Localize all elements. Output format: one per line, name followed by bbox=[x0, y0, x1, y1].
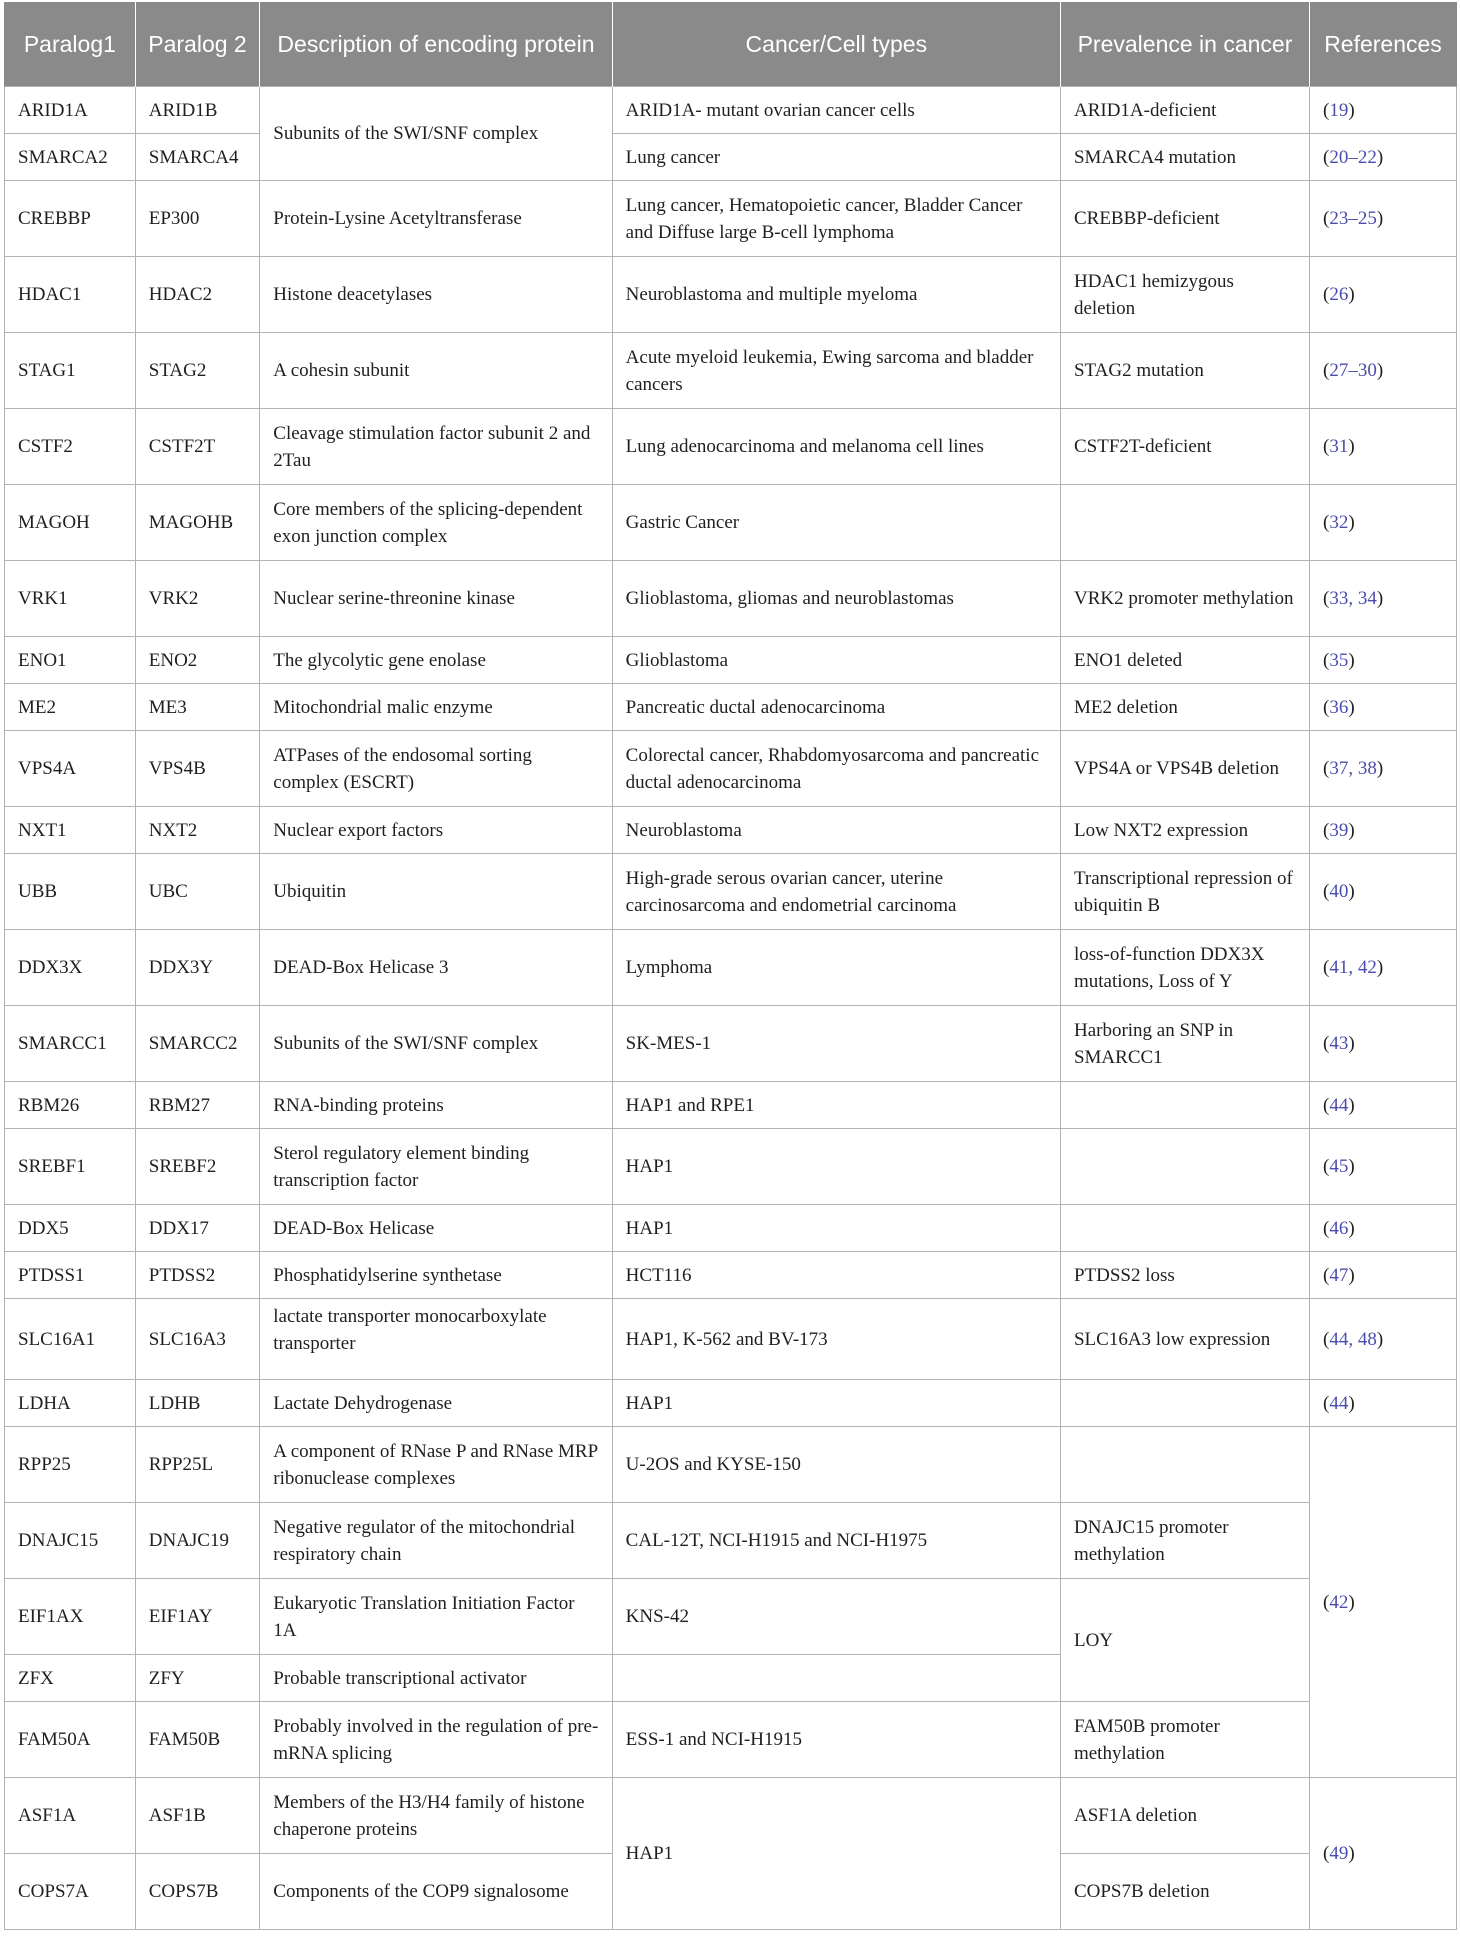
paralog2-cell: VRK2 bbox=[135, 561, 260, 637]
paralog2-cell: ZFY bbox=[135, 1655, 260, 1702]
paralog1-cell: VRK1 bbox=[5, 561, 136, 637]
reference-cell: (27–30) bbox=[1310, 333, 1457, 409]
paralog1-cell: SREBF1 bbox=[5, 1129, 136, 1205]
reference-link[interactable]: 41, 42 bbox=[1329, 957, 1377, 978]
prevalence-cell: Low NXT2 expression bbox=[1060, 807, 1309, 854]
paralog2-cell: SREBF2 bbox=[135, 1129, 260, 1205]
reference-link[interactable]: 26 bbox=[1329, 284, 1349, 305]
table-row bbox=[5, 930, 1457, 1006]
table-row bbox=[5, 485, 1457, 561]
description-cell: Subunits of the SWI/SNF complex bbox=[260, 87, 612, 181]
paralog1-cell: VPS4A bbox=[5, 731, 136, 807]
reference-cell: (47) bbox=[1310, 1252, 1457, 1299]
paralog2-cell: VPS4B bbox=[135, 731, 260, 807]
cancer-cell: Lung adenocarcinoma and melanoma cell lines bbox=[612, 409, 1060, 485]
header-row bbox=[5, 2, 1457, 87]
cancer-cell: KNS-42 bbox=[612, 1579, 1060, 1655]
reference-link[interactable]: 43 bbox=[1329, 1033, 1349, 1054]
paralog1-cell: STAG1 bbox=[5, 333, 136, 409]
reference-link[interactable]: 19 bbox=[1329, 99, 1349, 121]
header-cancer-cell-types: Cancer/Cell types bbox=[612, 2, 1060, 87]
reference-cell: (35) bbox=[1310, 637, 1457, 684]
reference-link[interactable]: 33, 34 bbox=[1329, 588, 1377, 609]
cancer-cell: HAP1 and RPE1 bbox=[612, 1082, 1060, 1129]
paralog2-cell: RBM27 bbox=[135, 1082, 260, 1129]
paralog1-cell: UBB bbox=[5, 854, 136, 930]
table-row bbox=[5, 1129, 1457, 1205]
reference-link[interactable]: 39 bbox=[1329, 819, 1349, 841]
description-cell: Core members of the splicing-dependent exon junction complex bbox=[260, 485, 612, 561]
table-row bbox=[5, 1205, 1457, 1252]
table-row bbox=[5, 731, 1457, 807]
description-cell: A cohesin subunit bbox=[260, 333, 612, 409]
reference-link[interactable]: 44 bbox=[1329, 1392, 1349, 1414]
description-cell: Nuclear serine-threonine kinase bbox=[260, 561, 612, 637]
header-prevalence: Prevalence in cancer bbox=[1060, 2, 1309, 87]
paralog1-cell: MAGOH bbox=[5, 485, 136, 561]
table-row bbox=[5, 1006, 1457, 1082]
reference-link[interactable]: 42 bbox=[1329, 1591, 1349, 1613]
prevalence-cell: VRK2 promoter methylation bbox=[1060, 561, 1309, 637]
table-row bbox=[5, 87, 1457, 134]
cancer-cell: HAP1 bbox=[612, 1380, 1060, 1427]
paralog1-cell: ASF1A bbox=[5, 1778, 136, 1854]
reference-link[interactable]: 49 bbox=[1329, 1843, 1349, 1864]
prevalence-cell: Transcriptional repression of ubiquitin B bbox=[1060, 854, 1309, 930]
prevalence-cell: CSTF2T-deficient bbox=[1060, 409, 1309, 485]
paralog2-cell: LDHB bbox=[135, 1380, 260, 1427]
prevalence-cell: ME2 deletion bbox=[1060, 684, 1309, 731]
paralog2-cell: STAG2 bbox=[135, 333, 260, 409]
reference-link[interactable]: 46 bbox=[1329, 1217, 1349, 1239]
table-row bbox=[5, 1702, 1457, 1778]
prevalence-cell: STAG2 mutation bbox=[1060, 333, 1309, 409]
paralog-table bbox=[4, 2, 1457, 1930]
cancer-cell: ESS-1 and NCI-H1915 bbox=[612, 1702, 1060, 1778]
reference-cell: (19) bbox=[1310, 87, 1457, 134]
reference-link[interactable]: 20–22 bbox=[1329, 146, 1377, 168]
cancer-cell: HAP1 bbox=[612, 1129, 1060, 1205]
reference-link[interactable]: 44, 48 bbox=[1329, 1328, 1377, 1350]
prevalence-cell bbox=[1060, 1205, 1309, 1252]
cancer-cell: Lymphoma bbox=[612, 930, 1060, 1006]
header-references: References bbox=[1310, 2, 1457, 87]
cancer-cell: Neuroblastoma and multiple myeloma bbox=[612, 257, 1060, 333]
description-cell: Phosphatidylserine synthetase bbox=[260, 1252, 612, 1299]
paralog1-cell: DDX3X bbox=[5, 930, 136, 1006]
cancer-cell: SK-MES-1 bbox=[612, 1006, 1060, 1082]
reference-link[interactable]: 40 bbox=[1329, 881, 1349, 902]
reference-link[interactable]: 37, 38 bbox=[1329, 758, 1377, 779]
reference-cell: (23–25) bbox=[1310, 181, 1457, 257]
paralog1-cell: ENO1 bbox=[5, 637, 136, 684]
description-cell: Cleavage stimulation factor subunit 2 and 2Tau bbox=[260, 409, 612, 485]
paralog2-cell: DNAJC19 bbox=[135, 1503, 260, 1579]
table-row bbox=[5, 181, 1457, 257]
cancer-cell: CAL-12T, NCI-H1915 and NCI-H1975 bbox=[612, 1503, 1060, 1579]
cancer-cell: ARID1A- mutant ovarian cancer cells bbox=[612, 87, 1060, 134]
paralog2-cell: SMARCC2 bbox=[135, 1006, 260, 1082]
cancer-cell: Neuroblastoma bbox=[612, 807, 1060, 854]
paralog2-cell: COPS7B bbox=[135, 1854, 260, 1930]
description-cell: The glycolytic gene enolase bbox=[260, 637, 612, 684]
paralog1-cell: CSTF2 bbox=[5, 409, 136, 485]
prevalence-cell: DNAJC15 promoter methylation bbox=[1060, 1503, 1309, 1579]
paralog1-cell: COPS7A bbox=[5, 1854, 136, 1930]
cancer-cell: Glioblastoma, gliomas and neuroblastomas bbox=[612, 561, 1060, 637]
table-row bbox=[5, 684, 1457, 731]
table-row bbox=[5, 637, 1457, 684]
table-row bbox=[5, 257, 1457, 333]
prevalence-cell bbox=[1060, 485, 1309, 561]
description-cell: lactate transporter monocarboxylate transporter bbox=[260, 1299, 612, 1380]
reference-cell: (39) bbox=[1310, 807, 1457, 854]
paralog1-cell: NXT1 bbox=[5, 807, 136, 854]
paralog2-cell: NXT2 bbox=[135, 807, 260, 854]
reference-link[interactable]: 23–25 bbox=[1329, 208, 1377, 229]
reference-link[interactable]: 27–30 bbox=[1329, 360, 1377, 381]
paralog2-cell: MAGOHB bbox=[135, 485, 260, 561]
paralog2-cell: SLC16A3 bbox=[135, 1299, 260, 1380]
paralog1-cell: SMARCA2 bbox=[5, 134, 136, 181]
prevalence-cell: ARID1A-deficient bbox=[1060, 87, 1309, 134]
reference-cell: (37, 38) bbox=[1310, 731, 1457, 807]
table-row bbox=[5, 854, 1457, 930]
description-cell: Negative regulator of the mitochondrial respiratory chain bbox=[260, 1503, 612, 1579]
description-cell: Histone deacetylases bbox=[260, 257, 612, 333]
paralog2-cell: DDX17 bbox=[135, 1205, 260, 1252]
table-row bbox=[5, 1380, 1457, 1427]
paralog2-cell: ENO2 bbox=[135, 637, 260, 684]
description-cell: Components of the COP9 signalosome bbox=[260, 1854, 612, 1930]
paralog1-cell: RPP25 bbox=[5, 1427, 136, 1503]
reference-cell: (49) bbox=[1310, 1778, 1457, 1930]
cancer-cell: HAP1 bbox=[612, 1778, 1060, 1930]
description-cell: Members of the H3/H4 family of histone chaperone proteins bbox=[260, 1778, 612, 1854]
prevalence-cell: VPS4A or VPS4B deletion bbox=[1060, 731, 1309, 807]
description-cell: Probable transcriptional activator bbox=[260, 1655, 612, 1702]
paralog1-cell: SLC16A1 bbox=[5, 1299, 136, 1380]
cancer-cell: High-grade serous ovarian cancer, uterine carcinosarcoma and endometrial carcinoma bbox=[612, 854, 1060, 930]
table-row bbox=[5, 1778, 1457, 1854]
paralog1-cell: SMARCC1 bbox=[5, 1006, 136, 1082]
description-cell: DEAD-Box Helicase bbox=[260, 1205, 612, 1252]
cancer-cell: Lung cancer bbox=[612, 134, 1060, 181]
paralog2-cell: ME3 bbox=[135, 684, 260, 731]
table-row bbox=[5, 1427, 1457, 1503]
header-description: Description of encoding protein bbox=[260, 2, 612, 87]
cancer-cell: HAP1 bbox=[612, 1205, 1060, 1252]
table-row bbox=[5, 561, 1457, 637]
paralog2-cell: UBC bbox=[135, 854, 260, 930]
paralog1-cell: FAM50A bbox=[5, 1702, 136, 1778]
prevalence-cell bbox=[1060, 1129, 1309, 1205]
prevalence-cell: HDAC1 hemizygous deletion bbox=[1060, 257, 1309, 333]
reference-cell: (44) bbox=[1310, 1380, 1457, 1427]
reference-link[interactable]: 36 bbox=[1329, 696, 1349, 718]
description-cell: RNA-binding proteins bbox=[260, 1082, 612, 1129]
description-cell: Nuclear export factors bbox=[260, 807, 612, 854]
paralog2-cell: CSTF2T bbox=[135, 409, 260, 485]
paralog2-cell: RPP25L bbox=[135, 1427, 260, 1503]
cancer-cell: Glioblastoma bbox=[612, 637, 1060, 684]
paralog2-cell: FAM50B bbox=[135, 1702, 260, 1778]
reference-cell: (31) bbox=[1310, 409, 1457, 485]
prevalence-cell: ASF1A deletion bbox=[1060, 1778, 1309, 1854]
reference-link[interactable]: 31 bbox=[1329, 436, 1349, 457]
header-paralog2: Paralog 2 bbox=[135, 2, 260, 87]
table-row bbox=[5, 1082, 1457, 1129]
table-row bbox=[5, 1252, 1457, 1299]
prevalence-cell: Harboring an SNP in SMARCC1 bbox=[1060, 1006, 1309, 1082]
description-cell: Lactate Dehydrogenase bbox=[260, 1380, 612, 1427]
paralog1-cell: RBM26 bbox=[5, 1082, 136, 1129]
paralog2-cell: ARID1B bbox=[135, 87, 260, 134]
reference-cell: (42) bbox=[1310, 1427, 1457, 1778]
prevalence-cell: COPS7B deletion bbox=[1060, 1854, 1309, 1930]
description-cell: ATPases of the endosomal sorting complex (ESCRT) bbox=[260, 731, 612, 807]
prevalence-cell bbox=[1060, 1380, 1309, 1427]
reference-cell: (20–22) bbox=[1310, 134, 1457, 181]
description-cell: Sterol regulatory element binding transcription factor bbox=[260, 1129, 612, 1205]
prevalence-cell: ENO1 deleted bbox=[1060, 637, 1309, 684]
reference-link[interactable]: 32 bbox=[1329, 512, 1349, 533]
description-cell: Probably involved in the regulation of pre-mRNA splicing bbox=[260, 1702, 612, 1778]
paralog1-cell: CREBBP bbox=[5, 181, 136, 257]
prevalence-cell bbox=[1060, 1082, 1309, 1129]
paralog1-cell: PTDSS1 bbox=[5, 1252, 136, 1299]
cancer-cell: Pancreatic ductal adenocarcinoma bbox=[612, 684, 1060, 731]
paralog1-cell: ARID1A bbox=[5, 87, 136, 134]
reference-link[interactable]: 47 bbox=[1329, 1264, 1349, 1286]
reference-link[interactable]: 35 bbox=[1329, 649, 1349, 671]
paralog2-cell: EP300 bbox=[135, 181, 260, 257]
paralog2-cell: HDAC2 bbox=[135, 257, 260, 333]
header-paralog1: Paralog1 bbox=[5, 2, 136, 87]
reference-cell: (44, 48) bbox=[1310, 1299, 1457, 1380]
reference-cell: (26) bbox=[1310, 257, 1457, 333]
paralog1-cell: ZFX bbox=[5, 1655, 136, 1702]
reference-cell: (33, 34) bbox=[1310, 561, 1457, 637]
prevalence-cell bbox=[1060, 1427, 1309, 1503]
prevalence-cell: CREBBP-deficient bbox=[1060, 181, 1309, 257]
cancer-cell: Colorectal cancer, Rhabdomyosarcoma and pancreatic ductal adenocarcinoma bbox=[612, 731, 1060, 807]
table-row bbox=[5, 1503, 1457, 1579]
paralog1-cell: DNAJC15 bbox=[5, 1503, 136, 1579]
table-row bbox=[5, 333, 1457, 409]
cancer-cell: HAP1, K-562 and BV-173 bbox=[612, 1299, 1060, 1380]
prevalence-cell: FAM50B promoter methylation bbox=[1060, 1702, 1309, 1778]
prevalence-cell: LOY bbox=[1060, 1579, 1309, 1702]
table-row bbox=[5, 409, 1457, 485]
prevalence-cell: SMARCA4 mutation bbox=[1060, 134, 1309, 181]
paralog1-cell: ME2 bbox=[5, 684, 136, 731]
reference-cell: (44) bbox=[1310, 1082, 1457, 1129]
reference-cell: (46) bbox=[1310, 1205, 1457, 1252]
paralog2-cell: SMARCA4 bbox=[135, 134, 260, 181]
paralog2-cell: ASF1B bbox=[135, 1778, 260, 1854]
description-cell: Mitochondrial malic enzyme bbox=[260, 684, 612, 731]
reference-link[interactable]: 45 bbox=[1329, 1156, 1349, 1177]
prevalence-cell: PTDSS2 loss bbox=[1060, 1252, 1309, 1299]
reference-cell: (32) bbox=[1310, 485, 1457, 561]
table-row bbox=[5, 134, 1457, 181]
cancer-cell: Lung cancer, Hematopoietic cancer, Bladder Cancer and Diffuse large B-cell lymphoma bbox=[612, 181, 1060, 257]
paralog2-cell: PTDSS2 bbox=[135, 1252, 260, 1299]
paralog1-cell: EIF1AX bbox=[5, 1579, 136, 1655]
paralog1-cell: DDX5 bbox=[5, 1205, 136, 1252]
paralog1-cell: LDHA bbox=[5, 1380, 136, 1427]
cancer-cell bbox=[612, 1655, 1060, 1702]
reference-cell: (43) bbox=[1310, 1006, 1457, 1082]
cancer-cell: Gastric Cancer bbox=[612, 485, 1060, 561]
reference-cell: (45) bbox=[1310, 1129, 1457, 1205]
description-cell: Subunits of the SWI/SNF complex bbox=[260, 1006, 612, 1082]
table-row bbox=[5, 807, 1457, 854]
reference-cell: (40) bbox=[1310, 854, 1457, 930]
reference-link[interactable]: 44 bbox=[1329, 1094, 1349, 1116]
table-row bbox=[5, 1579, 1457, 1655]
reference-cell: (41, 42) bbox=[1310, 930, 1457, 1006]
cancer-cell: HCT116 bbox=[612, 1252, 1060, 1299]
description-cell: DEAD-Box Helicase 3 bbox=[260, 930, 612, 1006]
paralog1-cell: HDAC1 bbox=[5, 257, 136, 333]
description-cell: Ubiquitin bbox=[260, 854, 612, 930]
table-row bbox=[5, 1299, 1457, 1380]
description-cell: Protein-Lysine Acetyltransferase bbox=[260, 181, 612, 257]
cancer-cell: U-2OS and KYSE-150 bbox=[612, 1427, 1060, 1503]
description-cell: Eukaryotic Translation Initiation Factor 1A bbox=[260, 1579, 612, 1655]
description-cell: A component of RNase P and RNase MRP ribonuclease complexes bbox=[260, 1427, 612, 1503]
paralog2-cell: EIF1AY bbox=[135, 1579, 260, 1655]
prevalence-cell: SLC16A3 low expression bbox=[1060, 1299, 1309, 1380]
paralog2-cell: DDX3Y bbox=[135, 930, 260, 1006]
reference-cell: (36) bbox=[1310, 684, 1457, 731]
cancer-cell: Acute myeloid leukemia, Ewing sarcoma and bladder cancers bbox=[612, 333, 1060, 409]
prevalence-cell: loss-of-function DDX3X mutations, Loss of Y bbox=[1060, 930, 1309, 1006]
